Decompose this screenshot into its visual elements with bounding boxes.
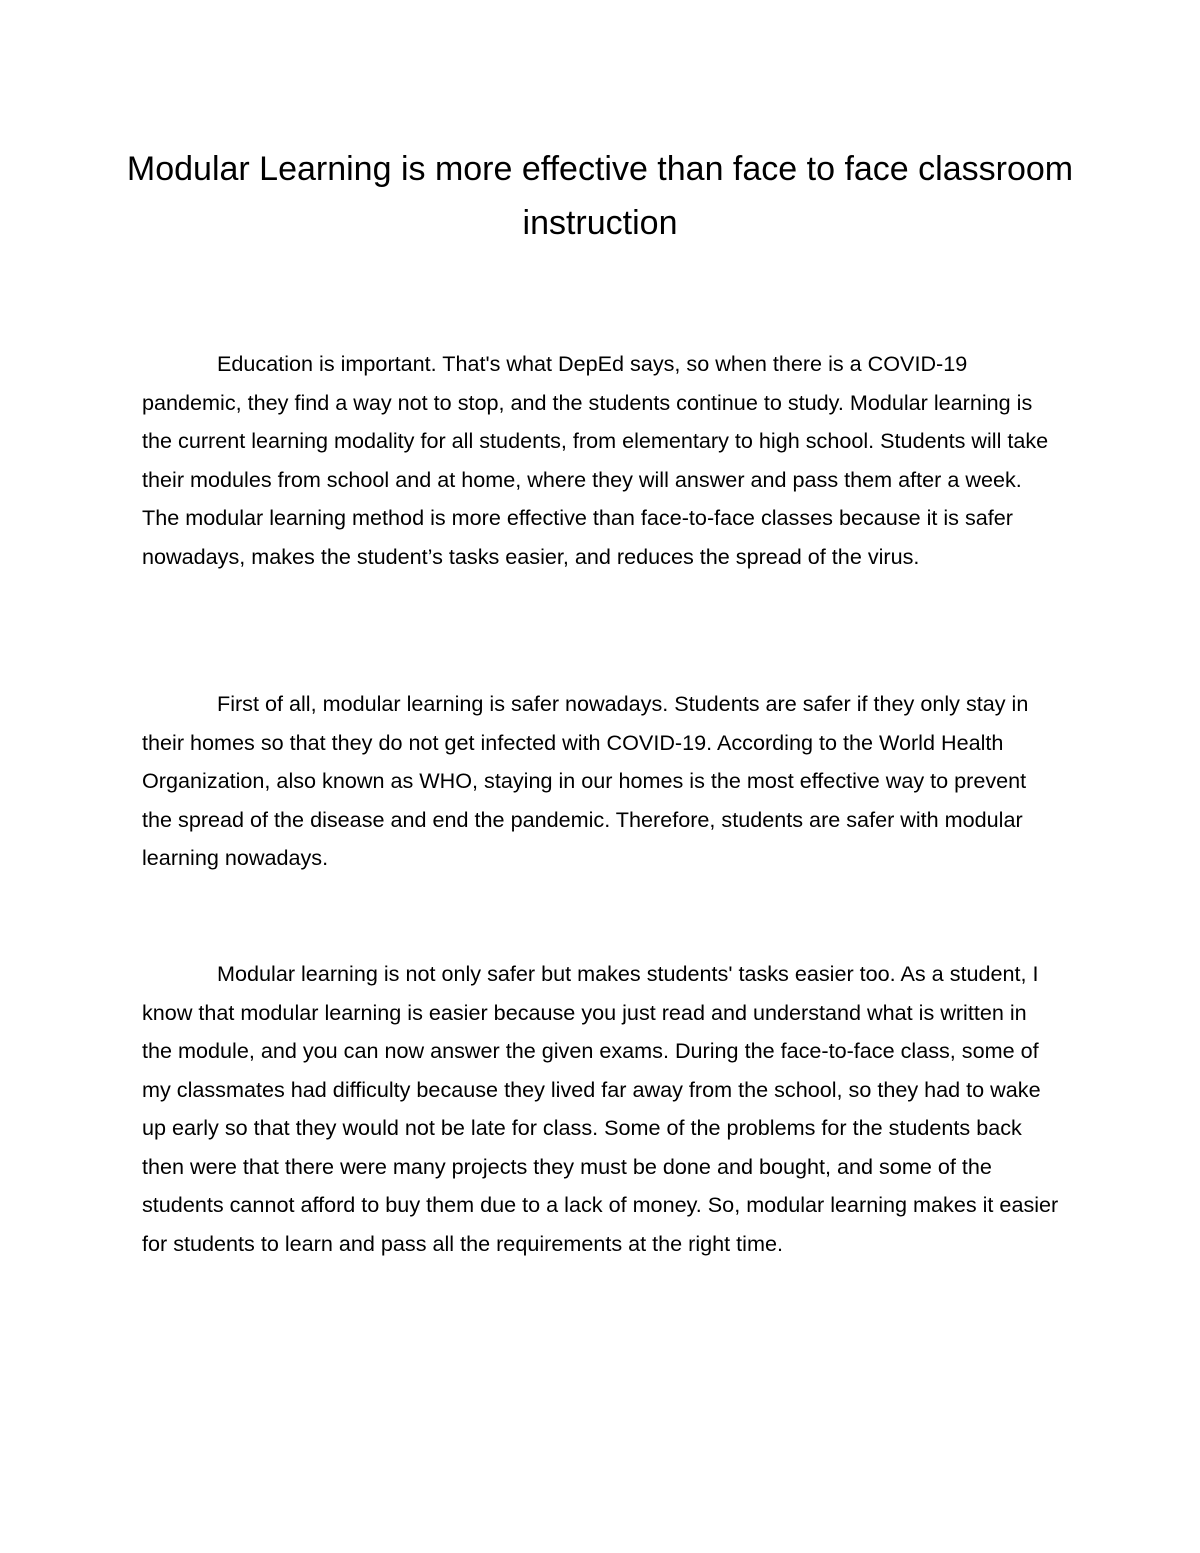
paragraph-easier-tasks: Modular learning is not only safer but makes students' tasks easier too. As a student, I know that modular learning is easier because you just read and understand what is written in the module, and you can now answer the given exams. During the face-to-face class, some of my classmates had difficulty because they lived far away from the school, so they had to wake up early so that they would not be late for class. Some of the problems for the students back then were that there were many projects they must be done and bought, and some of the students cannot afford to buy them due to a lack of money. So, modular learning makes it easier for students to learn and pass all the requirements at the right time. — [142, 961, 1059, 1256]
paragraph-introduction: Education is important. That's what DepEd says, so when there is a COVID-19 pandemic, they find a way not to stop, and the students continue to study. Modular learning is the current learning modality for all students, from elementary to high school. Students will take their modules from school and at home, where they will answer and pass them after a week. The modular learning method is more effective than face-to-face classes because it is safer nowadays, makes the student’s tasks easier, and reduces the spread of the virus. — [142, 351, 1049, 569]
document-title: Modular Learning is more effective than face to face classroom instruction — [126, 150, 1074, 242]
paragraph-safety: First of all, modular learning is safer nowadays. Students are safer if they only stay in their homes so that they do not get infected with COVID-19. According to the World Health Organization, also known as WHO, staying in our homes is the most effective way to prevent the spread of the disease and end the pandemic. Therefore, students are safer with modular learning nowadays. — [142, 691, 1029, 870]
